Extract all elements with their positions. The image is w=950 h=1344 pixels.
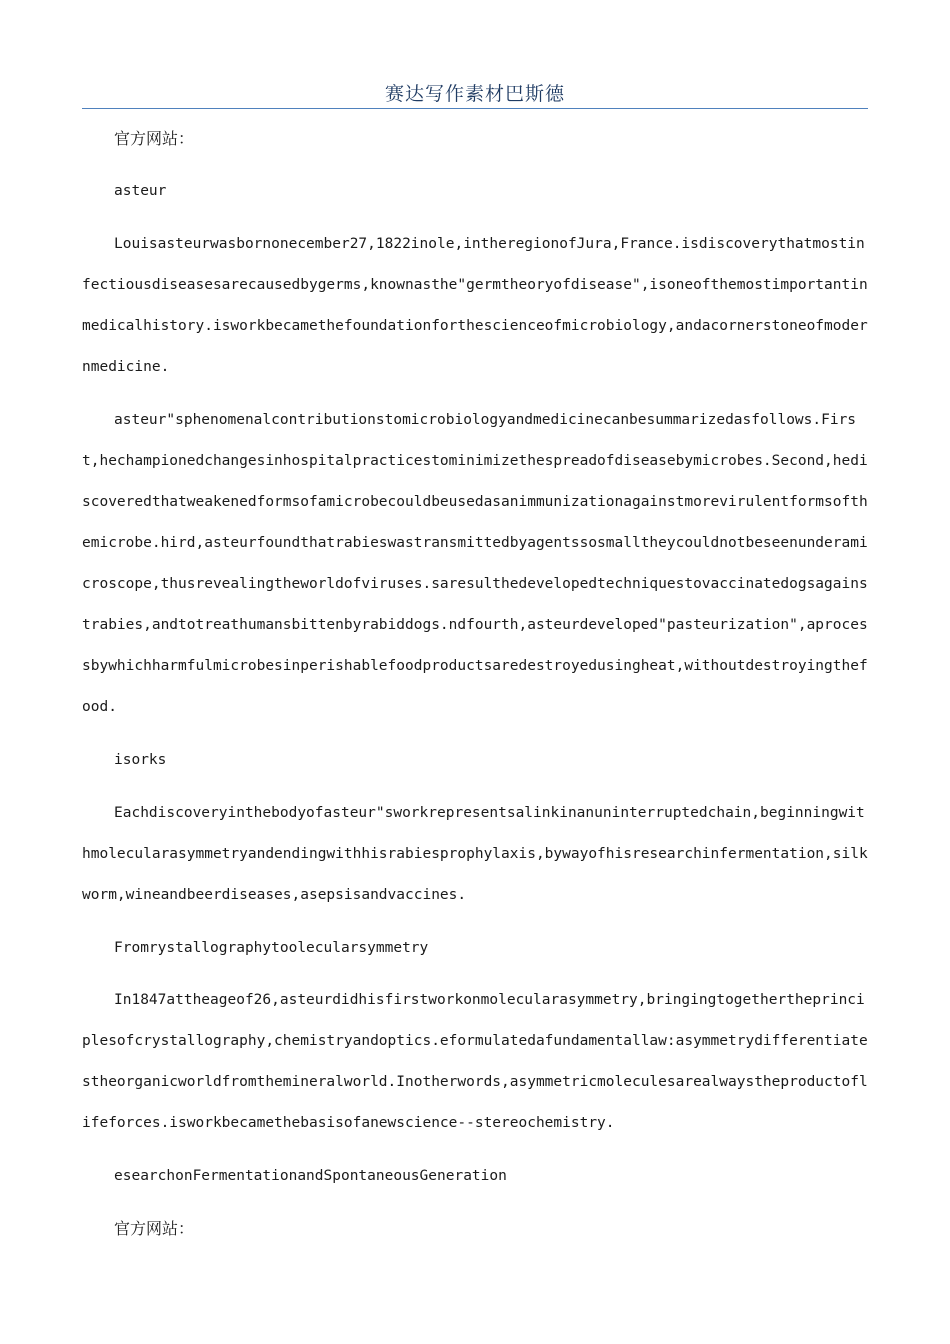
website-label-bottom: 官方网站：: [114, 1219, 195, 1238]
header-title: 赛达写作素材巴斯德: [384, 83, 565, 105]
paragraph-crystallography: In1847attheageof26,asteurdidhisfirstworkonmolecularasymmetry,bringingtogethertheprinciplesofcrystallography,chemistryandoptics.eformulatedafundamentallaw:asymmetrydifferentiatestheorganicworldfromthemineralworld.Inotherwords,asymmetricmoleculesarealwaystheproductoflifeforces.isworkbecamethebasisofanewscience--stereochemistry.: [82, 992, 868, 1131]
paragraph-birth: Louisasteurwasbornonecember27,1822inole,intheregionofJura,France.isdiscoverythatmostinfectiousdiseasesarecausedbygerms,knownasthe"germtheoryofdisease",isoneofthemostimportantinmedicalhistory.isworkbecamethefoundationforthescienceofmicrobiology,andacornerstoneofmodernmedicine.: [82, 236, 868, 375]
website-label-top: 官方网站：: [114, 129, 195, 148]
heading-asteur: asteur: [114, 183, 167, 199]
paragraph-works: Eachdiscoveryinthebodyofasteur"sworkrepresentsalinkinanuninterruptedchain,beginningwithmolecularasymmetryandendingwithhisrabiesprophylaxis,bywayofhisresearchinfermentation,silkworm,wineandbeerdiseases,asepsisandvaccines.: [82, 805, 868, 903]
heading-fermentation: esearchonFermentationandSpontaneousGeneration: [114, 1168, 507, 1184]
page-header: [82, 80, 868, 109]
heading-works: isorks: [114, 752, 167, 768]
heading-crystallography: Fromrystallographytoolecularsymmetry: [114, 940, 429, 956]
paragraph-contributions: asteur"sphenomenalcontributionstomicrobiologyandmedicinecanbesummarizedasfollows.First,hechampionedchangesinhospitalpracticestominimizethespreadofdiseasebymicrobes.Second,hediscoveredthatweakenedformsofamicrobecouldbeusedasanimmunizationagainstmorevirulentformsofthemicrobe.hird,asteurfoundthatrabieswastransmittedbyagentssosmalltheycouldnotbeseenunderamicroscope,thusrevealingtheworldofviruses.saresulthedevelopedtechniquestovaccinatedogsagainstrabies,andtotreathumansbittenbyrabiddogs.ndfourth,asteurdeveloped"pasteurization",aprocessbywhichharmfulmicrobesinperishablefoodproductsaredestroyedusingheat,withoutdestroyingthefood.: [82, 412, 868, 715]
